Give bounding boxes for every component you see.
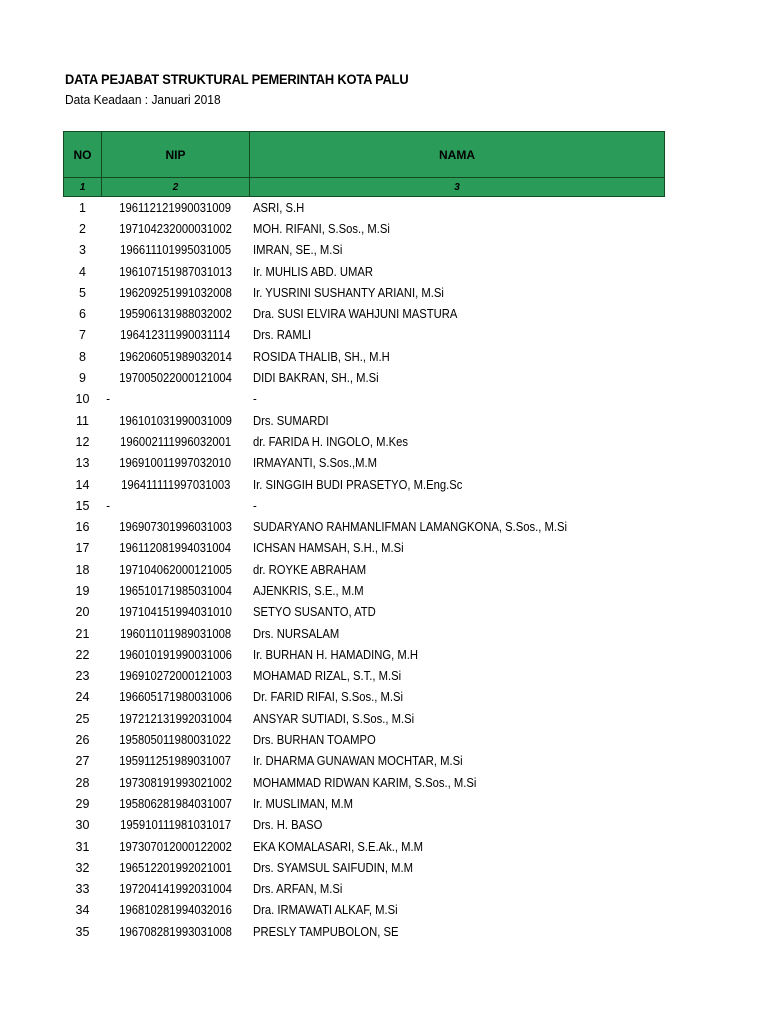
row-nip [102, 346, 250, 367]
row-nama [250, 303, 665, 324]
row-no-text: 21 [75, 626, 90, 641]
row-nama-text: ROSIDA THALIB, SH., M.H [252, 349, 390, 364]
row-nama-text: MOH. RIFANI, S.Sos., M.Si [252, 221, 390, 236]
row-nama [250, 602, 665, 623]
row-nama-text: Ir. DHARMA GUNAWAN MOCHTAR, M.Si [252, 754, 463, 769]
table-row [64, 325, 665, 346]
table-row [64, 495, 665, 516]
row-no-text: 14 [75, 477, 90, 492]
table-row [64, 453, 665, 474]
row-nip-text: 196112081994031004 [119, 541, 232, 556]
row-nama-text: Drs. RAMLI [252, 328, 311, 343]
row-no [64, 729, 102, 750]
row-nama-text: MOHAMMAD RIDWAN KARIM, S.Sos., M.Si [252, 775, 476, 790]
table-row [64, 261, 665, 282]
row-nama-text: Dr. FARID RIFAI, S.Sos., M.Si [252, 690, 403, 705]
row-nama [250, 495, 665, 516]
row-nama [250, 815, 665, 836]
row-nip-text: 196112121990031009 [119, 200, 232, 215]
table-row [64, 772, 665, 793]
row-no [64, 644, 102, 665]
row-no-text: 28 [75, 775, 90, 790]
row-nama [250, 474, 665, 495]
header-nip: NIP [102, 132, 250, 178]
row-nip-text: 196910011997032010 [119, 456, 232, 471]
row-nip [102, 623, 250, 644]
row-nip [102, 282, 250, 303]
row-no [64, 623, 102, 644]
row-nama [250, 389, 665, 410]
row-no [64, 559, 102, 580]
table-row [64, 751, 665, 772]
row-no [64, 751, 102, 772]
row-no [64, 495, 102, 516]
row-nama [250, 644, 665, 665]
row-nip [102, 644, 250, 665]
row-nip-text: - [105, 498, 110, 513]
table-row [64, 389, 665, 410]
row-nip-text: 197104151994031010 [119, 605, 232, 620]
row-no [64, 666, 102, 687]
row-no-text: 15 [75, 498, 90, 513]
column-index-nip: 2 [102, 178, 250, 197]
row-nama [250, 516, 665, 537]
row-nip-text: 196101031990031009 [119, 413, 232, 428]
row-nip-text: 195805011980031022 [119, 733, 232, 748]
officials-table [63, 131, 665, 942]
row-no-text: 5 [79, 285, 86, 300]
row-nama-text: Ir. YUSRINI SUSHANTY ARIANI, M.Si [252, 285, 444, 300]
row-nama [250, 708, 665, 729]
row-no [64, 453, 102, 474]
row-no-text: 10 [75, 392, 90, 407]
row-nama [250, 857, 665, 878]
row-no-text: 12 [75, 434, 90, 449]
table-row [64, 197, 665, 219]
table-row [64, 410, 665, 431]
row-nip [102, 261, 250, 282]
header-no: NO [64, 132, 102, 178]
table-row [64, 474, 665, 495]
table-row [64, 282, 665, 303]
row-nama [250, 346, 665, 367]
row-no-text: 4 [79, 264, 86, 279]
table-row [64, 346, 665, 367]
row-nip-text: 197308191993021002 [119, 775, 232, 790]
row-nama [250, 836, 665, 857]
row-nip [102, 410, 250, 431]
row-nip [102, 240, 250, 261]
row-nama [250, 410, 665, 431]
row-nama [250, 751, 665, 772]
header-row [64, 132, 665, 178]
row-nip-text: 196708281993031008 [119, 924, 232, 939]
row-nama-text: Drs. BURHAN TOAMPO [252, 733, 376, 748]
row-nama-text: - [252, 392, 257, 407]
column-index-nama: 3 [250, 178, 665, 197]
row-nip [102, 879, 250, 900]
row-nip [102, 474, 250, 495]
row-nama-text: ICHSAN HAMSAH, S.H., M.Si [252, 541, 404, 556]
row-nama [250, 772, 665, 793]
row-nama [250, 218, 665, 239]
row-nip [102, 729, 250, 750]
row-nama [250, 921, 665, 942]
row-nip-text: 196907301996031003 [119, 520, 232, 535]
row-nip [102, 303, 250, 324]
header-nama: NAMA [250, 132, 665, 178]
row-no [64, 538, 102, 559]
row-no-text: 34 [75, 903, 90, 918]
column-index-row [64, 178, 665, 197]
row-nip-text: 197307012000122002 [119, 839, 232, 854]
row-nip-text: 197005022000121004 [119, 371, 232, 386]
row-nip-text: - [105, 392, 110, 407]
row-no-text: 19 [75, 583, 90, 598]
table-row [64, 602, 665, 623]
row-nama-text: ANSYAR SUTIADI, S.Sos., M.Si [252, 711, 414, 726]
row-no-text: 30 [75, 818, 90, 833]
row-nip [102, 367, 250, 388]
row-no [64, 240, 102, 261]
table-row [64, 687, 665, 708]
row-nip-text: 196611101995031005 [120, 243, 231, 258]
row-no [64, 815, 102, 836]
table-row [64, 836, 665, 857]
row-no-text: 17 [75, 541, 90, 556]
row-nip-text: 196107151987031013 [119, 264, 232, 279]
row-nama [250, 729, 665, 750]
row-nip [102, 197, 250, 219]
row-nama-text: Drs. H. BASO [252, 818, 322, 833]
table-row [64, 644, 665, 665]
row-nama [250, 666, 665, 687]
table-row [64, 815, 665, 836]
row-nip [102, 666, 250, 687]
row-nama [250, 580, 665, 601]
table-row [64, 793, 665, 814]
row-no-text: 22 [75, 647, 90, 662]
row-nip [102, 431, 250, 452]
row-no [64, 516, 102, 537]
row-no-text: 33 [75, 882, 90, 897]
row-nama-text: ASRI, S.H [252, 200, 304, 215]
row-nip-text: 196412311990031114 [120, 328, 231, 343]
row-nip [102, 559, 250, 580]
row-nip [102, 453, 250, 474]
row-nama-text: Dra. IRMAWATI ALKAF, M.Si [252, 903, 398, 918]
row-no [64, 218, 102, 239]
row-nip-text: 197204141992031004 [119, 882, 232, 897]
row-no-text: 29 [75, 796, 90, 811]
row-nip [102, 815, 250, 836]
row-no-text: 3 [79, 243, 86, 258]
row-no [64, 303, 102, 324]
row-no-text: 8 [79, 349, 86, 364]
row-no [64, 836, 102, 857]
row-nama [250, 623, 665, 644]
row-nama-text: IRMAYANTI, S.Sos.,M.M [252, 456, 377, 471]
table-row [64, 921, 665, 942]
table-row [64, 879, 665, 900]
row-nip-text: 196512201992021001 [119, 860, 232, 875]
row-no-text: 27 [75, 754, 90, 769]
row-no-text: 2 [79, 221, 86, 236]
row-no-text: 6 [79, 307, 86, 322]
row-no-text: 16 [75, 520, 90, 535]
row-no-text: 26 [75, 733, 90, 748]
row-nama-text: dr. ROYKE ABRAHAM [252, 562, 366, 577]
row-no [64, 197, 102, 219]
row-no [64, 367, 102, 388]
table-row [64, 857, 665, 878]
row-nama [250, 793, 665, 814]
row-nip-text: 196605171980031006 [119, 690, 232, 705]
row-nip [102, 921, 250, 942]
table-row [64, 516, 665, 537]
row-no [64, 687, 102, 708]
table-row [64, 240, 665, 261]
row-nip-text: 196411111997031003 [120, 477, 231, 492]
row-nama [250, 559, 665, 580]
row-nama [250, 282, 665, 303]
row-nama [250, 879, 665, 900]
row-nip [102, 218, 250, 239]
row-nip [102, 772, 250, 793]
row-no [64, 474, 102, 495]
row-nama [250, 687, 665, 708]
row-no-text: 32 [75, 860, 90, 875]
row-no-text: 7 [79, 328, 86, 343]
row-nip-text: 195910111981031017 [120, 818, 231, 833]
row-nip [102, 389, 250, 410]
row-no [64, 921, 102, 942]
row-no [64, 900, 102, 921]
document-subtitle: Data Keadaan : Januari 2018 [65, 92, 221, 107]
table-row [64, 559, 665, 580]
row-nip [102, 836, 250, 857]
row-no [64, 879, 102, 900]
row-nama [250, 453, 665, 474]
row-nip [102, 751, 250, 772]
row-nip-text: 195906131988032002 [119, 307, 232, 322]
column-index-no: 1 [64, 178, 102, 197]
row-nip [102, 687, 250, 708]
row-no-text: 24 [75, 690, 90, 705]
row-nip-text: 196002111996032001 [120, 434, 231, 449]
row-no [64, 431, 102, 452]
row-nip-text: 196010191990031006 [119, 647, 232, 662]
row-no [64, 261, 102, 282]
row-nip [102, 602, 250, 623]
row-nip-text: 195806281984031007 [119, 796, 232, 811]
row-nama-text: Ir. MUHLIS ABD. UMAR [252, 264, 373, 279]
row-nip-text: 196206051989032014 [119, 349, 232, 364]
row-nama [250, 325, 665, 346]
row-nama-text: IMRAN, SE., M.Si [252, 243, 342, 258]
table-row [64, 666, 665, 687]
row-no-text: 23 [75, 669, 90, 684]
row-nip [102, 495, 250, 516]
row-no-text: 35 [75, 924, 90, 939]
table-row [64, 708, 665, 729]
row-nip [102, 538, 250, 559]
row-no-text: 20 [75, 605, 90, 620]
row-nama-text: Ir. BURHAN H. HAMADING, M.H [252, 647, 418, 662]
row-nama-text: PRESLY TAMPUBOLON, SE [252, 924, 398, 939]
row-nama-text: AJENKRIS, S.E., M.M [252, 583, 364, 598]
row-no [64, 857, 102, 878]
row-nip [102, 708, 250, 729]
row-nama [250, 431, 665, 452]
row-nama [250, 367, 665, 388]
row-no [64, 389, 102, 410]
row-nip [102, 900, 250, 921]
table-row [64, 729, 665, 750]
row-nip [102, 516, 250, 537]
table-row [64, 580, 665, 601]
row-nama [250, 261, 665, 282]
row-nama-text: dr. FARIDA H. INGOLO, M.Kes [252, 434, 408, 449]
row-nama-text: DIDI BAKRAN, SH., M.Si [252, 371, 379, 386]
row-nama [250, 538, 665, 559]
row-nama-text: Dra. SUSI ELVIRA WAHJUNI MASTURA [252, 307, 457, 322]
row-nama-text: SETYO SUSANTO, ATD [252, 605, 376, 620]
row-no [64, 708, 102, 729]
table-row [64, 367, 665, 388]
row-nama-text: Drs. ARFAN, M.Si [252, 882, 342, 897]
row-nama-text: EKA KOMALASARI, S.E.Ak., M.M [252, 839, 423, 854]
row-nama-text: MOHAMAD RIZAL, S.T., M.Si [252, 669, 401, 684]
row-no [64, 325, 102, 346]
table-row [64, 431, 665, 452]
row-nip-text: 197104062000121005 [119, 562, 232, 577]
row-no-text: 11 [76, 413, 89, 428]
row-no [64, 410, 102, 431]
table-row [64, 900, 665, 921]
row-nip-text: 197104232000031002 [119, 221, 232, 236]
row-no [64, 793, 102, 814]
row-nip-text: 196910272000121003 [119, 669, 232, 684]
row-nip-text: 196810281994032016 [119, 903, 232, 918]
table-row [64, 218, 665, 239]
row-nama-text: - [252, 498, 257, 513]
document-title: DATA PEJABAT STRUKTURAL PEMERINTAH KOTA PALU [65, 71, 409, 87]
row-no-text: 18 [75, 562, 90, 577]
row-nip [102, 857, 250, 878]
row-no [64, 346, 102, 367]
row-nip-text: 196209251991032008 [119, 285, 232, 300]
row-no-text: 13 [75, 456, 90, 471]
row-no-text: 31 [75, 839, 90, 854]
row-nama [250, 240, 665, 261]
row-nip [102, 580, 250, 601]
row-no-text: 9 [79, 371, 86, 386]
row-nama-text: Drs. NURSALAM [252, 626, 339, 641]
table-row [64, 538, 665, 559]
row-nama-text: SUDARYANO RAHMANLIFMAN LAMANGKONA, S.Sos., M.Si [252, 520, 567, 535]
row-nama [250, 900, 665, 921]
row-nama [250, 197, 665, 219]
row-nama-text: Ir. SINGGIH BUDI PRASETYO, M.Eng.Sc [252, 477, 462, 492]
row-nip [102, 325, 250, 346]
row-nama-text: Drs. SUMARDI [252, 413, 329, 428]
row-nip-text: 197212131992031004 [119, 711, 232, 726]
row-no-text: 1 [79, 200, 86, 215]
row-nama-text: Ir. MUSLIMAN, M.M [252, 796, 353, 811]
row-nip-text: 196011011989031008 [120, 626, 231, 641]
row-nip-text: 195911251989031007 [119, 754, 232, 769]
table-row [64, 623, 665, 644]
row-nama-text: Drs. SYAMSUL SAIFUDIN, M.M [252, 860, 413, 875]
row-nip-text: 196510171985031004 [119, 583, 232, 598]
row-no [64, 602, 102, 623]
table-row [64, 303, 665, 324]
row-no [64, 580, 102, 601]
row-no [64, 772, 102, 793]
row-no [64, 282, 102, 303]
row-no-text: 25 [75, 711, 90, 726]
row-nip [102, 793, 250, 814]
